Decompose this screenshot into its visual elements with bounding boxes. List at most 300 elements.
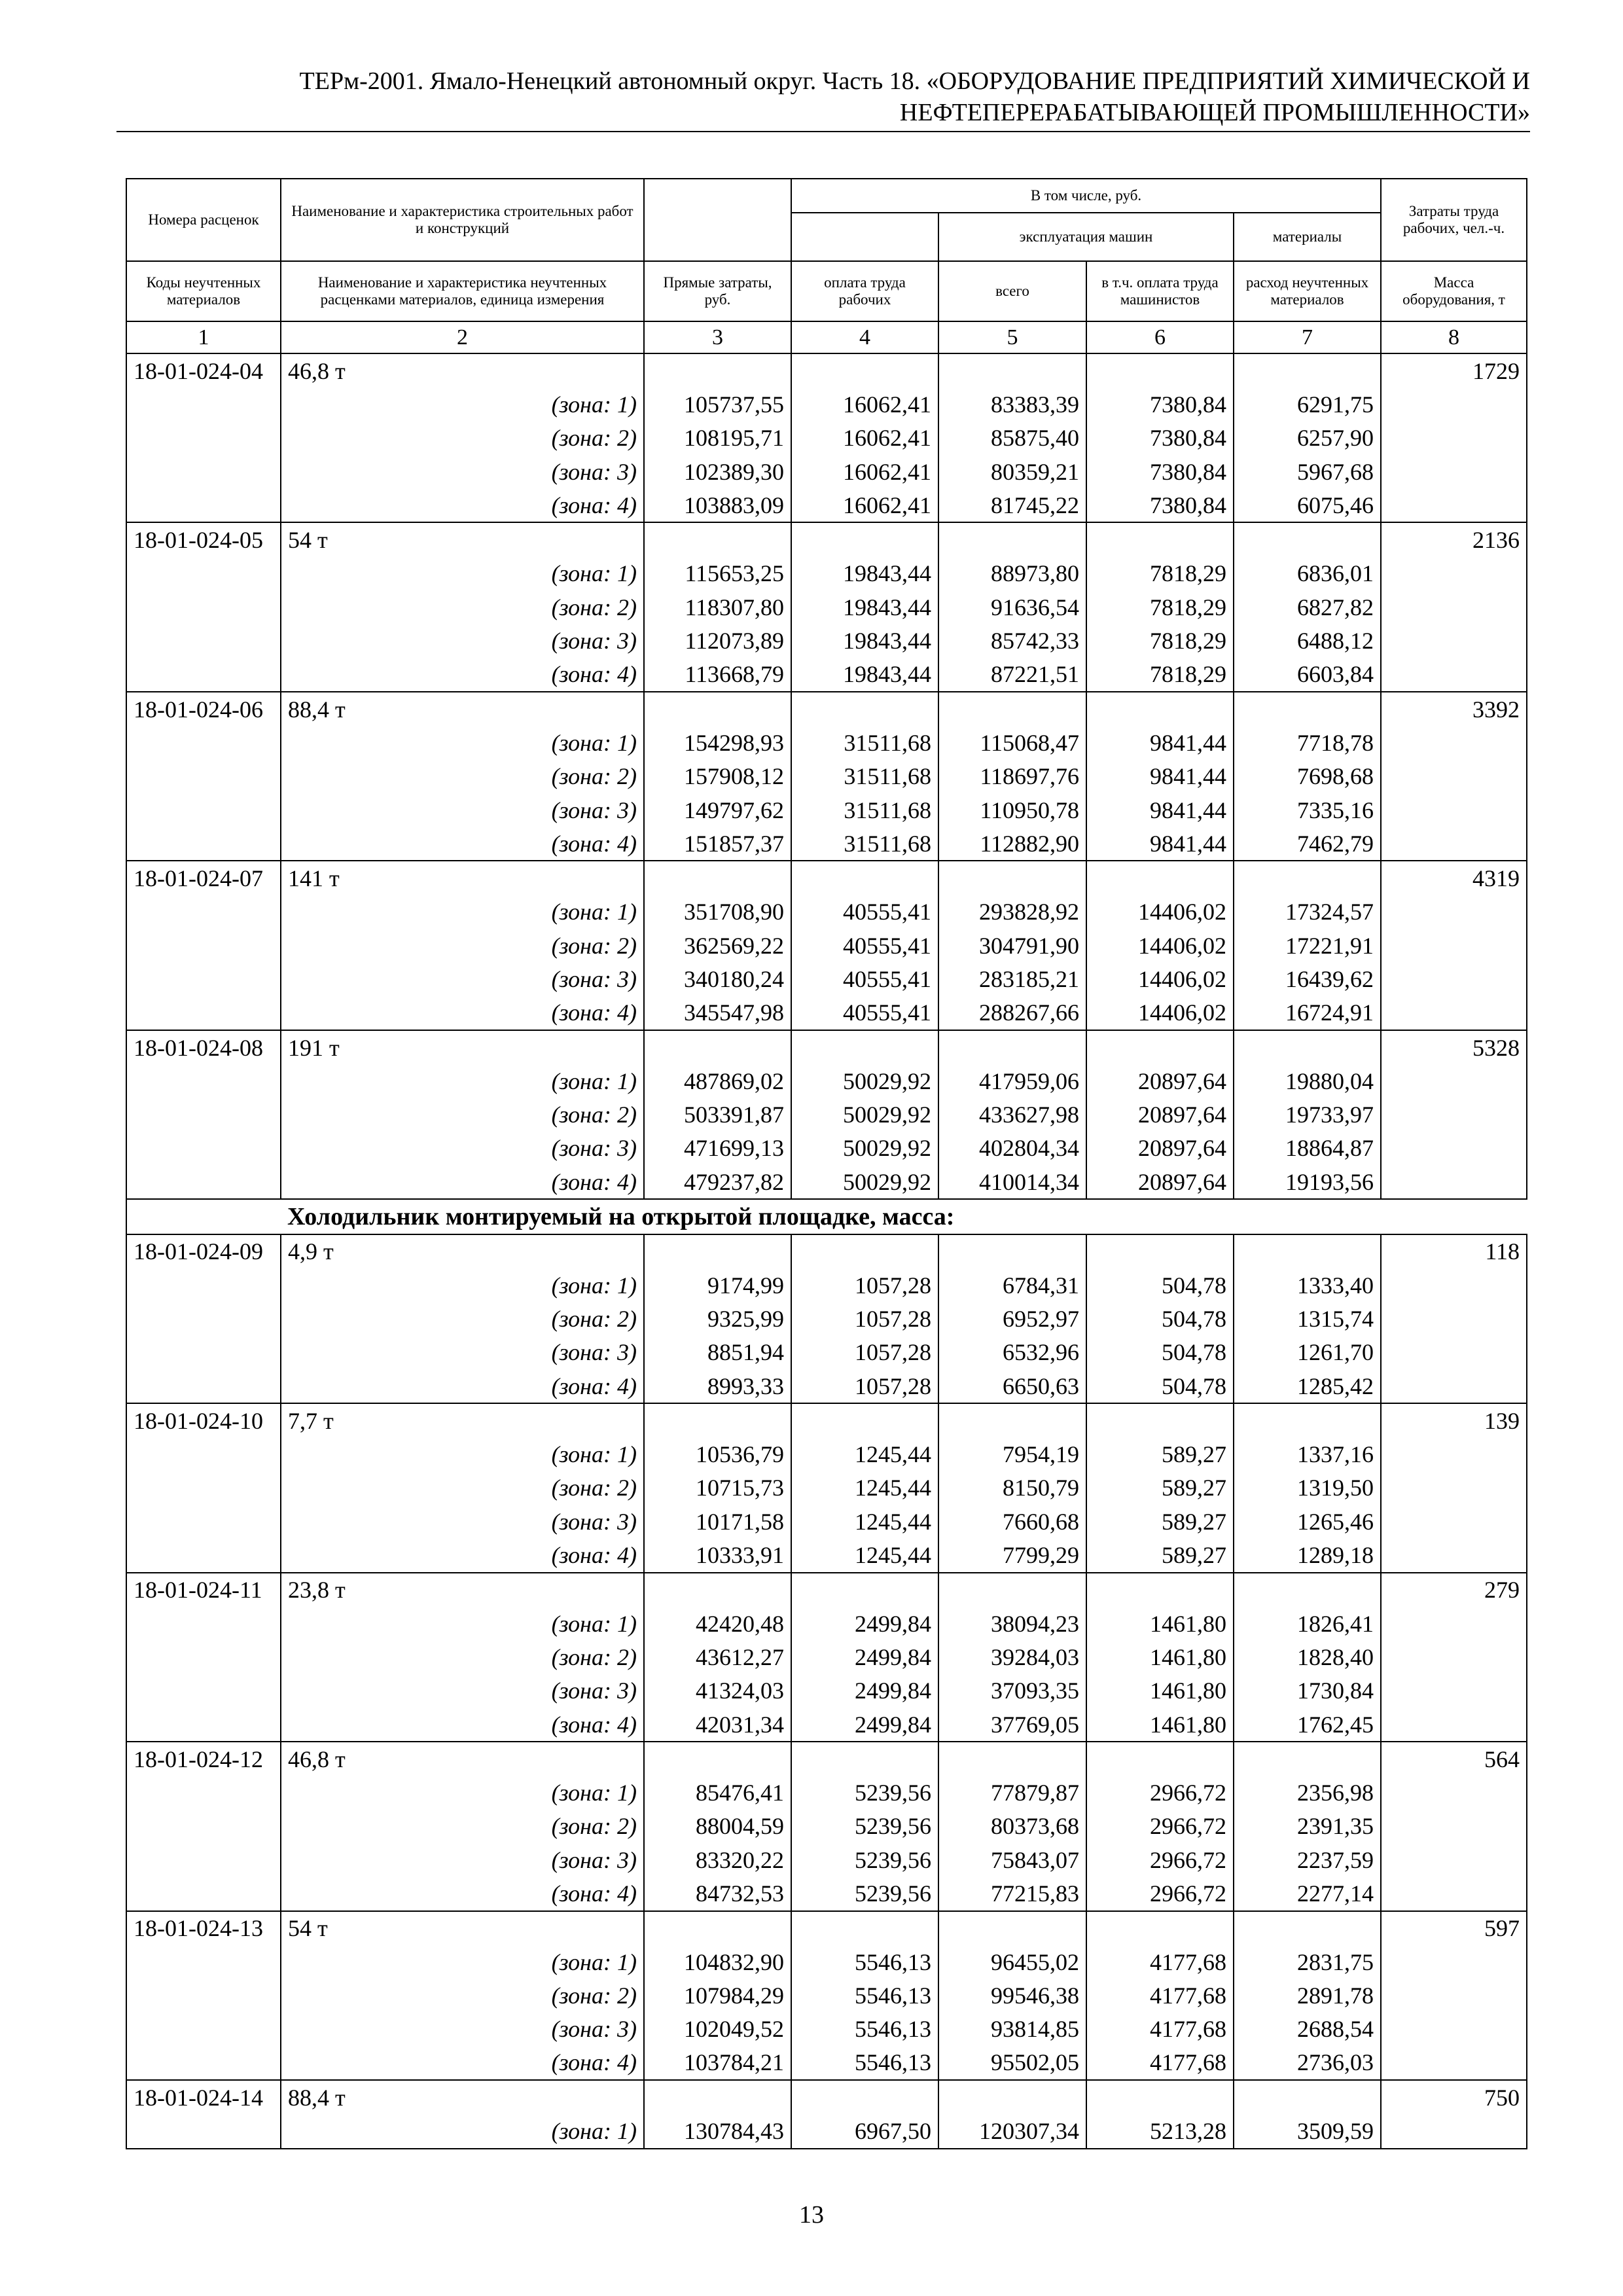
direct-cost: 130784,43 xyxy=(644,2114,791,2148)
direct-cost: 42420,48 xyxy=(644,1607,791,1640)
wages-cost: 1245,44 xyxy=(791,1538,938,1572)
empty-cell xyxy=(126,488,281,522)
materials-cost: 1261,70 xyxy=(1234,1336,1381,1369)
zone-row xyxy=(126,557,1527,590)
machines-total: 80373,68 xyxy=(938,1810,1086,1843)
zone-label: (зона: 1) xyxy=(281,1945,644,1979)
rate-header-row xyxy=(126,1030,1527,1064)
empty-cell xyxy=(126,624,281,657)
wages-cost: 2499,84 xyxy=(791,1674,938,1708)
empty-cell xyxy=(126,2114,281,2148)
empty-cell xyxy=(126,1843,281,1876)
section-title: Холодильник монтируемый на открытой площадке, масса: xyxy=(281,1199,1527,1234)
zone-label: (зона: 1) xyxy=(281,2114,644,2148)
wages-cost: 16062,41 xyxy=(791,455,938,488)
zone-row xyxy=(126,793,1527,827)
zone-label: (зона: 1) xyxy=(281,1607,644,1640)
rate-mass-label: 141 т xyxy=(281,861,644,895)
zone-label: (зона: 4) xyxy=(281,1165,644,1199)
wages-cost: 2499,84 xyxy=(791,1607,938,1640)
materials-cost: 1762,45 xyxy=(1234,1708,1381,1742)
zone-label: (зона: 2) xyxy=(281,760,644,793)
running-header xyxy=(116,65,1530,128)
zone-row xyxy=(126,2114,1527,2148)
zone-label: (зона: 2) xyxy=(281,422,644,455)
empty-cell xyxy=(126,962,281,996)
empty-cell xyxy=(1381,1471,1527,1505)
empty-cell xyxy=(791,353,938,387)
materials-cost: 1337,16 xyxy=(1234,1438,1381,1471)
direct-cost: 10715,73 xyxy=(644,1471,791,1505)
empty-cell xyxy=(126,1810,281,1843)
empty-cell xyxy=(126,387,281,421)
empty-cell xyxy=(938,1911,1086,1945)
empty-cell xyxy=(791,1573,938,1607)
column-numbers-row xyxy=(126,321,1527,353)
section-empty-cell xyxy=(126,1199,281,1234)
machinists-wages: 14406,02 xyxy=(1086,895,1234,929)
hd-mass: Масса оборудования, т xyxy=(1381,261,1527,321)
empty-cell xyxy=(1234,861,1381,895)
empty-cell xyxy=(1381,1876,1527,1910)
empty-cell xyxy=(126,1369,281,1403)
zone-row xyxy=(126,1640,1527,1674)
zone-label: (зона: 4) xyxy=(281,827,644,861)
materials-cost: 3509,59 xyxy=(1234,2114,1381,2148)
zone-label: (зона: 1) xyxy=(281,387,644,421)
empty-cell xyxy=(791,1403,938,1437)
direct-cost: 41324,03 xyxy=(644,1674,791,1708)
empty-cell xyxy=(126,1505,281,1538)
direct-cost: 102389,30 xyxy=(644,455,791,488)
direct-cost: 345547,98 xyxy=(644,996,791,1030)
zone-label: (зона: 4) xyxy=(281,658,644,692)
empty-cell xyxy=(1381,827,1527,861)
empty-cell xyxy=(126,557,281,590)
empty-cell xyxy=(791,861,938,895)
empty-cell xyxy=(1381,996,1527,1030)
machinists-wages: 1461,80 xyxy=(1086,1674,1234,1708)
empty-cell xyxy=(644,1030,791,1064)
empty-cell xyxy=(644,1573,791,1607)
zone-row xyxy=(126,1064,1527,1098)
machines-total: 38094,23 xyxy=(938,1607,1086,1640)
machines-total: 77879,87 xyxy=(938,1776,1086,1809)
wages-cost: 19843,44 xyxy=(791,624,938,657)
wages-cost: 31511,68 xyxy=(791,726,938,759)
materials-cost: 6827,82 xyxy=(1234,590,1381,624)
wages-cost: 50029,92 xyxy=(791,1165,938,1199)
hd-mat-name: Наименование и характеристика неучтенных расценками материалов, единица измерения xyxy=(281,261,644,321)
empty-cell xyxy=(126,1640,281,1674)
empty-cell xyxy=(1086,522,1234,556)
zone-row xyxy=(126,2046,1527,2080)
materials-cost: 6257,90 xyxy=(1234,422,1381,455)
machinists-wages: 589,27 xyxy=(1086,1471,1234,1505)
zone-row xyxy=(126,1336,1527,1369)
colnum: 1 xyxy=(126,321,281,353)
machinists-wages: 589,27 xyxy=(1086,1505,1234,1538)
hd-direct: Прямые затраты, руб. xyxy=(644,261,791,321)
empty-cell xyxy=(1381,387,1527,421)
colnum: 3 xyxy=(644,321,791,353)
zone-label: (зона: 3) xyxy=(281,624,644,657)
wages-cost: 31511,68 xyxy=(791,827,938,861)
wages-cost: 5239,56 xyxy=(791,1776,938,1809)
machinists-wages: 9841,44 xyxy=(1086,760,1234,793)
rate-mass-label: 54 т xyxy=(281,1911,644,1945)
machinists-wages: 14406,02 xyxy=(1086,962,1234,996)
empty-cell xyxy=(1234,353,1381,387)
machinists-wages: 504,78 xyxy=(1086,1268,1234,1302)
empty-cell xyxy=(644,2080,791,2114)
machines-total: 6952,97 xyxy=(938,1302,1086,1335)
empty-cell xyxy=(1086,692,1234,726)
labor-cost: 3392 xyxy=(1381,692,1527,726)
zone-row xyxy=(126,1674,1527,1708)
empty-cell xyxy=(1381,1843,1527,1876)
empty-cell xyxy=(1381,455,1527,488)
direct-cost: 84732,53 xyxy=(644,1876,791,1910)
empty-cell xyxy=(126,1064,281,1098)
empty-cell xyxy=(1381,1268,1527,1302)
direct-cost: 88004,59 xyxy=(644,1810,791,1843)
wages-cost: 16062,41 xyxy=(791,422,938,455)
empty-cell xyxy=(126,1165,281,1199)
machines-total: 96455,02 xyxy=(938,1945,1086,1979)
machines-total: 81745,22 xyxy=(938,488,1086,522)
machinists-wages: 7380,84 xyxy=(1086,455,1234,488)
empty-cell xyxy=(126,929,281,962)
zone-label: (зона: 1) xyxy=(281,1776,644,1809)
zone-label: (зона: 1) xyxy=(281,1064,644,1098)
header-line-2: НЕФТЕПЕРЕРАБАТЫВАЮЩЕЙ ПРОМЫШЛЕННОСТИ» xyxy=(899,99,1530,126)
machinists-wages: 7818,29 xyxy=(1086,557,1234,590)
zone-row xyxy=(126,929,1527,962)
empty-cell xyxy=(126,1708,281,1742)
zone-row xyxy=(126,2013,1527,2046)
empty-cell xyxy=(1381,793,1527,827)
rate-code: 18-01-024-13 xyxy=(126,1911,281,1945)
empty-cell xyxy=(938,353,1086,387)
zone-row xyxy=(126,1843,1527,1876)
materials-cost: 7462,79 xyxy=(1234,827,1381,861)
direct-cost: 9325,99 xyxy=(644,1302,791,1335)
rate-code: 18-01-024-07 xyxy=(126,861,281,895)
wages-cost: 19843,44 xyxy=(791,658,938,692)
rate-mass-label: 46,8 т xyxy=(281,353,644,387)
zone-label: (зона: 3) xyxy=(281,1505,644,1538)
rate-mass-label: 7,7 т xyxy=(281,1403,644,1437)
hd-mat-codes: Коды неучтенных материалов xyxy=(126,261,281,321)
empty-cell xyxy=(1381,658,1527,692)
zone-row xyxy=(126,590,1527,624)
direct-cost: 10171,58 xyxy=(644,1505,791,1538)
zone-label: (зона: 4) xyxy=(281,996,644,1030)
wages-cost: 31511,68 xyxy=(791,760,938,793)
direct-cost: 351708,90 xyxy=(644,895,791,929)
zone-row xyxy=(126,455,1527,488)
direct-cost: 471699,13 xyxy=(644,1132,791,1165)
rate-mass-label: 191 т xyxy=(281,1030,644,1064)
empty-cell xyxy=(1086,1030,1234,1064)
empty-cell xyxy=(791,1234,938,1268)
rate-code: 18-01-024-14 xyxy=(126,2080,281,2114)
empty-cell xyxy=(126,1302,281,1335)
materials-cost: 6836,01 xyxy=(1234,557,1381,590)
wages-cost: 19843,44 xyxy=(791,557,938,590)
empty-cell xyxy=(126,895,281,929)
machinists-wages: 2966,72 xyxy=(1086,1776,1234,1809)
zone-row xyxy=(126,658,1527,692)
machinists-wages: 7380,84 xyxy=(1086,488,1234,522)
rate-mass-label: 46,8 т xyxy=(281,1742,644,1776)
colnum: 8 xyxy=(1381,321,1527,353)
machines-total: 115068,47 xyxy=(938,726,1086,759)
machinists-wages: 504,78 xyxy=(1086,1302,1234,1335)
materials-cost: 1828,40 xyxy=(1234,1640,1381,1674)
zone-label: (зона: 2) xyxy=(281,929,644,962)
materials-cost: 6075,46 xyxy=(1234,488,1381,522)
zone-row xyxy=(126,1945,1527,1979)
machines-total: 112882,90 xyxy=(938,827,1086,861)
hd-machinists: в т.ч. оплата труда машинистов xyxy=(1086,261,1234,321)
machinists-wages: 4177,68 xyxy=(1086,2013,1234,2046)
rate-header-row xyxy=(126,2080,1527,2114)
machinists-wages: 1461,80 xyxy=(1086,1640,1234,1674)
zone-row xyxy=(126,387,1527,421)
zone-label: (зона: 1) xyxy=(281,1268,644,1302)
section-row-group xyxy=(126,1199,1527,1234)
machines-total: 75843,07 xyxy=(938,1843,1086,1876)
empty-cell xyxy=(1381,929,1527,962)
wages-cost: 1245,44 xyxy=(791,1438,938,1471)
empty-cell xyxy=(1381,760,1527,793)
header-rule xyxy=(116,131,1530,132)
zone-label: (зона: 2) xyxy=(281,1302,644,1335)
labor-cost: 1729 xyxy=(1381,353,1527,387)
empty-cell xyxy=(1086,1234,1234,1268)
direct-cost: 157908,12 xyxy=(644,760,791,793)
materials-cost: 2736,03 xyxy=(1234,2046,1381,2080)
materials-cost: 6488,12 xyxy=(1234,624,1381,657)
empty-cell xyxy=(938,1403,1086,1437)
empty-cell xyxy=(1381,1674,1527,1708)
direct-cost: 151857,37 xyxy=(644,827,791,861)
zone-label: (зона: 1) xyxy=(281,1438,644,1471)
zone-label: (зона: 1) xyxy=(281,895,644,929)
labor-cost: 279 xyxy=(1381,1573,1527,1607)
materials-cost: 5967,68 xyxy=(1234,455,1381,488)
hd-empty-direct xyxy=(644,179,791,261)
zone-label: (зона: 3) xyxy=(281,1674,644,1708)
materials-cost: 16724,91 xyxy=(1234,996,1381,1030)
machines-total: 7799,29 xyxy=(938,1538,1086,1572)
wages-cost: 5239,56 xyxy=(791,1876,938,1910)
machines-total: 99546,38 xyxy=(938,1979,1086,2012)
empty-cell xyxy=(126,455,281,488)
empty-cell xyxy=(1234,1742,1381,1776)
materials-cost: 7698,68 xyxy=(1234,760,1381,793)
zone-row xyxy=(126,624,1527,657)
materials-cost: 2688,54 xyxy=(1234,2013,1381,2046)
empty-cell xyxy=(644,353,791,387)
rate-code: 18-01-024-12 xyxy=(126,1742,281,1776)
empty-cell xyxy=(644,1234,791,1268)
materials-cost: 19880,04 xyxy=(1234,1064,1381,1098)
zone-label: (зона: 3) xyxy=(281,2013,644,2046)
direct-cost: 113668,79 xyxy=(644,658,791,692)
direct-cost: 8851,94 xyxy=(644,1336,791,1369)
rate-header-row xyxy=(126,1403,1527,1437)
empty-cell xyxy=(791,1742,938,1776)
machinists-wages: 4177,68 xyxy=(1086,1945,1234,1979)
machines-total: 120307,34 xyxy=(938,2114,1086,2148)
hd-wages: оплата труда рабочих xyxy=(791,261,938,321)
wages-cost: 50029,92 xyxy=(791,1098,938,1132)
empty-cell xyxy=(126,1945,281,1979)
wages-cost: 16062,41 xyxy=(791,387,938,421)
zone-label: (зона: 3) xyxy=(281,962,644,996)
machines-total: 7954,19 xyxy=(938,1438,1086,1471)
empty-cell xyxy=(1086,2080,1234,2114)
materials-cost: 2277,14 xyxy=(1234,1876,1381,1910)
direct-cost: 10333,91 xyxy=(644,1538,791,1572)
machines-total: 83383,39 xyxy=(938,387,1086,421)
direct-cost: 85476,41 xyxy=(644,1776,791,1809)
empty-cell xyxy=(1381,1708,1527,1742)
machines-total: 283185,21 xyxy=(938,962,1086,996)
empty-cell xyxy=(644,1403,791,1437)
empty-cell xyxy=(1234,1403,1381,1437)
machinists-wages: 5213,28 xyxy=(1086,2114,1234,2148)
rate-header-row xyxy=(126,522,1527,556)
materials-cost: 2831,75 xyxy=(1234,1945,1381,1979)
materials-cost: 2356,98 xyxy=(1234,1776,1381,1809)
labor-cost: 139 xyxy=(1381,1403,1527,1437)
empty-cell xyxy=(126,996,281,1030)
empty-cell xyxy=(126,827,281,861)
machines-total: 95502,05 xyxy=(938,2046,1086,2080)
direct-cost: 503391,87 xyxy=(644,1098,791,1132)
machines-total: 80359,21 xyxy=(938,455,1086,488)
machines-total: 37093,35 xyxy=(938,1674,1086,1708)
machines-total: 77215,83 xyxy=(938,1876,1086,1910)
rate-code: 18-01-024-06 xyxy=(126,692,281,726)
empty-cell xyxy=(938,1030,1086,1064)
empty-cell xyxy=(644,522,791,556)
direct-cost: 8993,33 xyxy=(644,1369,791,1403)
machines-total: 118697,76 xyxy=(938,760,1086,793)
rate-header-row xyxy=(126,692,1527,726)
empty-cell xyxy=(1234,692,1381,726)
machinists-wages: 589,27 xyxy=(1086,1538,1234,1572)
machines-total: 110950,78 xyxy=(938,793,1086,827)
hd-labor: Затраты труда рабочих, чел.-ч. xyxy=(1381,179,1527,261)
zone-label: (зона: 3) xyxy=(281,793,644,827)
empty-cell xyxy=(938,861,1086,895)
empty-cell xyxy=(1086,1403,1234,1437)
materials-cost: 1265,46 xyxy=(1234,1505,1381,1538)
colnum: 6 xyxy=(1086,321,1234,353)
direct-cost: 102049,52 xyxy=(644,2013,791,2046)
direct-cost: 9174,99 xyxy=(644,1268,791,1302)
labor-cost: 597 xyxy=(1381,1911,1527,1945)
wages-cost: 40555,41 xyxy=(791,962,938,996)
table-body-b xyxy=(126,1234,1527,2149)
empty-cell xyxy=(791,692,938,726)
zone-row xyxy=(126,1776,1527,1809)
zone-label: (зона: 4) xyxy=(281,1708,644,1742)
machinists-wages: 9841,44 xyxy=(1086,793,1234,827)
empty-cell xyxy=(1086,861,1234,895)
direct-cost: 112073,89 xyxy=(644,624,791,657)
empty-cell xyxy=(1381,1810,1527,1843)
rate-mass-label: 88,4 т xyxy=(281,692,644,726)
empty-cell xyxy=(126,1538,281,1572)
empty-cell xyxy=(644,692,791,726)
wages-cost: 40555,41 xyxy=(791,895,938,929)
hd-total: всего xyxy=(938,261,1086,321)
machinists-wages: 2966,72 xyxy=(1086,1843,1234,1876)
empty-cell xyxy=(1381,1640,1527,1674)
empty-cell xyxy=(126,1098,281,1132)
machines-total: 410014,34 xyxy=(938,1165,1086,1199)
empty-cell xyxy=(126,1268,281,1302)
machinists-wages: 20897,64 xyxy=(1086,1064,1234,1098)
machinists-wages: 14406,02 xyxy=(1086,996,1234,1030)
section-row xyxy=(126,1199,1527,1234)
rate-header-row xyxy=(126,861,1527,895)
zone-label: (зона: 2) xyxy=(281,1810,644,1843)
empty-cell xyxy=(644,1742,791,1776)
machinists-wages: 20897,64 xyxy=(1086,1098,1234,1132)
wages-cost: 1057,28 xyxy=(791,1302,938,1335)
rate-code: 18-01-024-04 xyxy=(126,353,281,387)
empty-cell xyxy=(1234,1234,1381,1268)
zone-row xyxy=(126,895,1527,929)
empty-cell xyxy=(1381,1979,1527,2012)
machinists-wages: 7818,29 xyxy=(1086,590,1234,624)
machines-total: 91636,54 xyxy=(938,590,1086,624)
wages-cost: 19843,44 xyxy=(791,590,938,624)
page-number: 13 xyxy=(799,2201,824,2229)
zone-row xyxy=(126,1302,1527,1335)
empty-cell xyxy=(126,1674,281,1708)
wages-cost: 5546,13 xyxy=(791,2046,938,2080)
rate-header-row xyxy=(126,1234,1527,1268)
empty-cell xyxy=(1381,1438,1527,1471)
labor-cost: 118 xyxy=(1381,1234,1527,1268)
empty-cell xyxy=(1381,2114,1527,2148)
wages-cost: 1245,44 xyxy=(791,1471,938,1505)
zone-label: (зона: 4) xyxy=(281,1876,644,1910)
colnum: 5 xyxy=(938,321,1086,353)
direct-cost: 154298,93 xyxy=(644,726,791,759)
hd-name: Наименование и характеристика строительных работ и конструкций xyxy=(281,179,644,261)
zone-row xyxy=(126,1471,1527,1505)
zone-label: (зона: 4) xyxy=(281,488,644,522)
empty-cell xyxy=(791,2080,938,2114)
direct-cost: 105737,55 xyxy=(644,387,791,421)
direct-cost: 103784,21 xyxy=(644,2046,791,2080)
machines-total: 6650,63 xyxy=(938,1369,1086,1403)
machinists-wages: 1461,80 xyxy=(1086,1708,1234,1742)
rate-header-row xyxy=(126,353,1527,387)
machines-total: 8150,79 xyxy=(938,1471,1086,1505)
direct-cost: 103883,09 xyxy=(644,488,791,522)
empty-cell xyxy=(1381,2013,1527,2046)
